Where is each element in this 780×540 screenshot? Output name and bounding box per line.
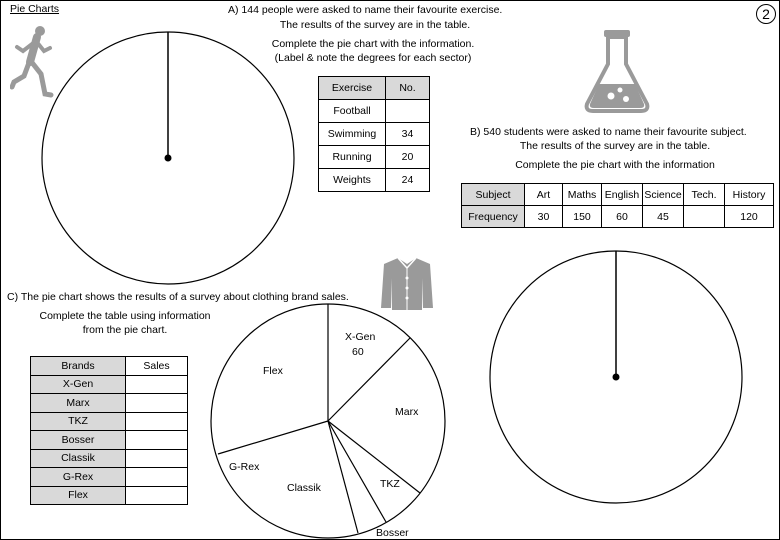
answer-cell[interactable]	[684, 206, 725, 228]
table-row	[319, 146, 430, 169]
brands-table	[30, 356, 188, 505]
pie-b-blank	[488, 248, 748, 508]
table-header: Exercise	[319, 77, 386, 100]
section-b-line2: The results of the survey are in the table.	[519, 140, 711, 152]
pie-label-xgen: X-Gen	[345, 331, 376, 343]
table-cell: 150	[563, 206, 602, 228]
table-row	[31, 468, 188, 487]
pie-label-classik: Classik	[287, 482, 321, 494]
table-cell: Science	[643, 184, 684, 206]
answer-cell[interactable]	[126, 375, 188, 394]
section-a-line2: The results of the survey are in the table.	[279, 19, 471, 31]
pie-a-blank	[40, 30, 300, 290]
table-cell: Art	[525, 184, 563, 206]
table-cell: Swimming	[319, 123, 386, 146]
answer-cell[interactable]	[126, 468, 188, 487]
table-cell: 45	[643, 206, 684, 228]
table-header: Sales	[126, 357, 188, 376]
section-b-line3: Complete the pie chart with the information	[515, 159, 715, 171]
flask-icon	[582, 28, 652, 114]
exercise-table	[318, 76, 430, 192]
pie-c-chart	[205, 300, 455, 540]
page-title: Pie Charts	[10, 3, 60, 15]
section-a-line4: (Label & note the degrees for each sector)	[274, 52, 472, 64]
table-cell: 20	[386, 146, 430, 169]
pie-label-grex: G-Rex	[229, 461, 260, 473]
pie-label-marx: Marx	[395, 406, 419, 418]
table-row	[319, 123, 430, 146]
pie-c-divider	[328, 421, 386, 522]
section-b-line1: B) 540 students were asked to name their favourite subject.	[470, 126, 747, 138]
table-cell: History	[725, 184, 774, 206]
pie-c-divider	[218, 421, 328, 454]
table-row	[319, 100, 430, 123]
section-a-label: A)	[228, 4, 239, 16]
table-row	[31, 449, 188, 468]
table-cell: X-Gen	[31, 375, 126, 394]
section-b-label: B)	[470, 126, 481, 138]
table-cell: Tech.	[684, 184, 725, 206]
table-cell: Bosser	[31, 431, 126, 450]
table-cell: 120	[725, 206, 774, 228]
table-header: No.	[386, 77, 430, 100]
section-a-line3: Complete the pie chart with the information.	[271, 38, 475, 50]
table-row	[31, 412, 188, 431]
table-header: Subject	[462, 184, 525, 206]
answer-cell[interactable]	[126, 431, 188, 450]
answer-cell[interactable]	[126, 412, 188, 431]
table-cell: 34	[386, 123, 430, 146]
table-cell: 24	[386, 169, 430, 192]
section-c-line1: C) The pie chart shows the results of a survey about clothing brand sales.	[7, 291, 349, 303]
answer-cell[interactable]	[386, 100, 430, 123]
page-number-badge: 2	[756, 4, 776, 24]
table-cell: 30	[525, 206, 563, 228]
table-header: Frequency	[462, 206, 525, 228]
section-c-line2: Complete the table using information	[39, 310, 211, 322]
table-row	[31, 375, 188, 394]
pie-label-bosser: Bosser	[376, 527, 409, 539]
table-cell: Classik	[31, 449, 126, 468]
table-row	[31, 431, 188, 450]
section-c-label: C)	[7, 291, 19, 303]
table-cell: English	[602, 184, 643, 206]
pie-c-divider	[328, 421, 358, 533]
subject-table	[461, 183, 774, 228]
table-cell: Football	[319, 100, 386, 123]
table-row	[31, 394, 188, 413]
table-cell: G-Rex	[31, 468, 126, 487]
table-cell: Running	[319, 146, 386, 169]
table-header: Brands	[31, 357, 126, 376]
answer-cell[interactable]	[126, 486, 188, 505]
pie-label-xgen-value: 60	[352, 346, 364, 358]
pie-label-flex: Flex	[263, 365, 283, 377]
table-cell: Flex	[31, 486, 126, 505]
table-cell: Marx	[31, 394, 126, 413]
table-cell: TKZ	[31, 412, 126, 431]
answer-cell[interactable]	[126, 394, 188, 413]
section-c-line3: from the pie chart.	[82, 324, 168, 336]
section-a-line1: A) 144 people were asked to name their favourite exercise.	[228, 4, 503, 16]
table-row	[319, 169, 430, 192]
answer-cell[interactable]	[126, 449, 188, 468]
table-cell: Weights	[319, 169, 386, 192]
pie-label-tkz: TKZ	[380, 478, 400, 490]
pie-c-divider	[328, 421, 420, 493]
table-cell: Maths	[563, 184, 602, 206]
table-cell: 60	[602, 206, 643, 228]
table-row	[31, 486, 188, 505]
